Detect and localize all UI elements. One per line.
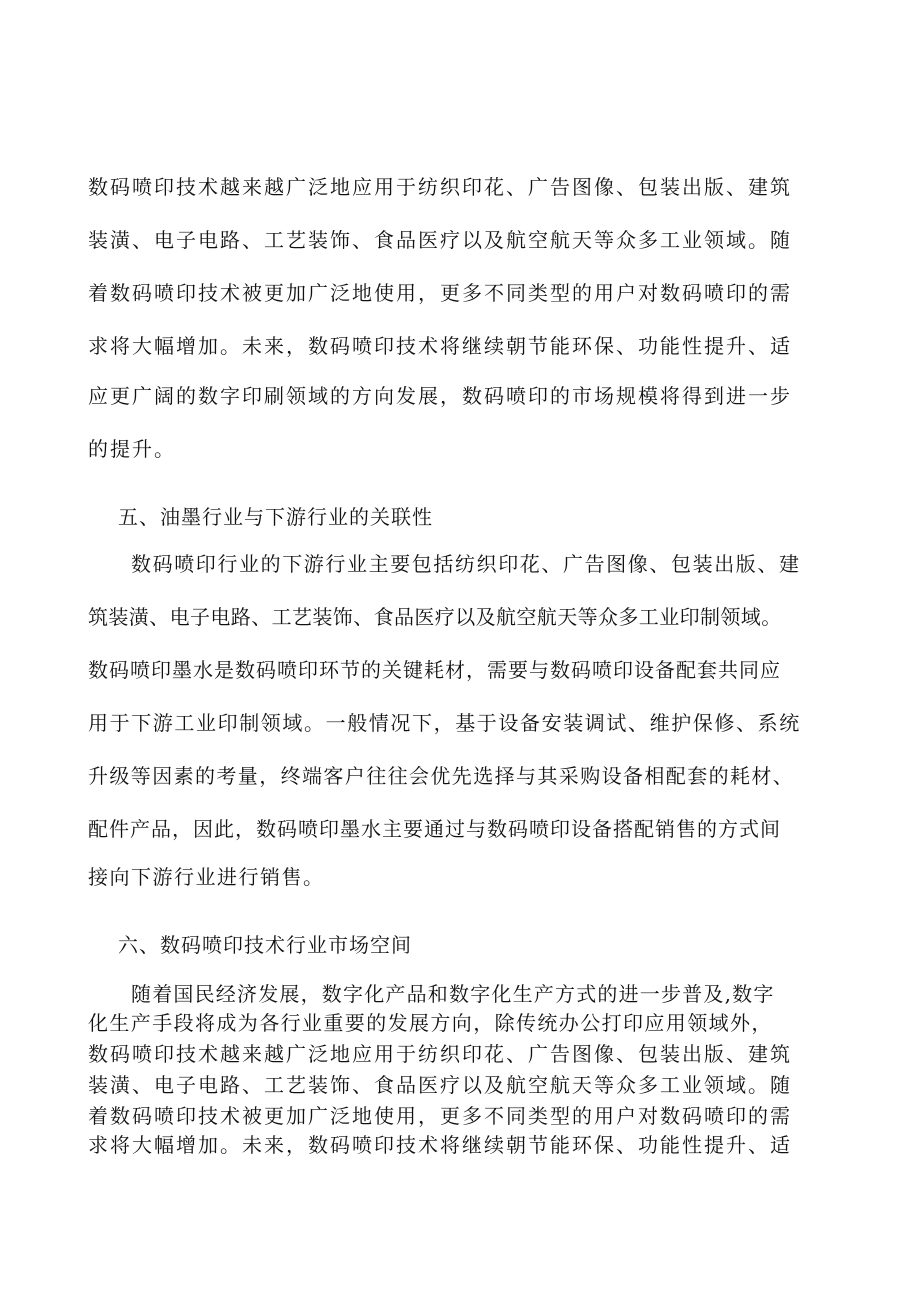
section-heading: 五、油墨行业与下游行业的关联性 xyxy=(118,505,433,529)
paragraph-line: 升级等因素的考量，终端客户往往会优先选择与其采购设备相配套的耗材、 xyxy=(88,764,795,788)
paragraph-line: 求将大幅增加。未来，数码喷印技术将继续朝节能环保、功能性提升、适 xyxy=(88,334,792,358)
paragraph-line: 配件产品，因此，数码喷印墨水主要通过与数码喷印设备搭配销售的方式间 xyxy=(88,817,781,841)
paragraph-line: 数码喷印技术越来越广泛地应用于纺织印花、广告图像、包装出版、建筑 xyxy=(88,175,792,199)
paragraph-line: 筑装潢、电子电路、工艺装饰、食品医疗以及航空航天等众多工业印制领域。 xyxy=(88,605,782,629)
paragraph-line: 数码喷印墨水是数码喷印环节的关键耗材，需要与数码喷印设备配套共同应 xyxy=(88,658,781,682)
paragraph-line: 的提升。 xyxy=(88,437,176,461)
paragraph-line: 求将大幅增加。未来，数码喷印技术将继续朝节能环保、功能性提升、适 xyxy=(88,1133,792,1157)
paragraph-line: 用于下游工业印制领域。一般情况下，基于设备安装调试、维护保修、系统 xyxy=(88,711,801,735)
paragraph-line: 装潢、电子电路、工艺装饰、食品医疗以及航空航天等众多工业领域。随 xyxy=(88,1073,792,1097)
paragraph-line: 着数码喷印技术被更加广泛地使用，更多不同类型的用户对数码喷印的需 xyxy=(88,281,792,305)
paragraph-line: 数码喷印技术越来越广泛地应用于纺织印花、广告图像、包装出版、建筑 xyxy=(88,1042,792,1066)
section-heading: 六、数码喷印技术行业市场空间 xyxy=(118,933,412,957)
paragraph-line: 应更广阔的数字印刷领域的方向发展，数码喷印的市场规模将得到进一步 xyxy=(88,384,792,408)
paragraph-line: 装潢、电子电路、工艺装饰、食品医疗以及航空航天等众多工业领域。随 xyxy=(88,228,792,252)
paragraph-line: 化生产手段将成为各行业重要的发展方向，除传统办公打印应用领域外， xyxy=(88,1011,773,1035)
paragraph-line: 接向下游行业进行销售。 xyxy=(88,865,325,889)
paragraph-line: 随着国民经济发展，数字化产品和数字化生产方式的进一步普及,数字 xyxy=(131,982,775,1006)
paragraph-line: 着数码喷印技术被更加广泛地使用，更多不同类型的用户对数码喷印的需 xyxy=(88,1104,792,1128)
paragraph-line: 数码喷印行业的下游行业主要包括纺织印花、广告图像、包装出版、建 xyxy=(131,552,801,576)
